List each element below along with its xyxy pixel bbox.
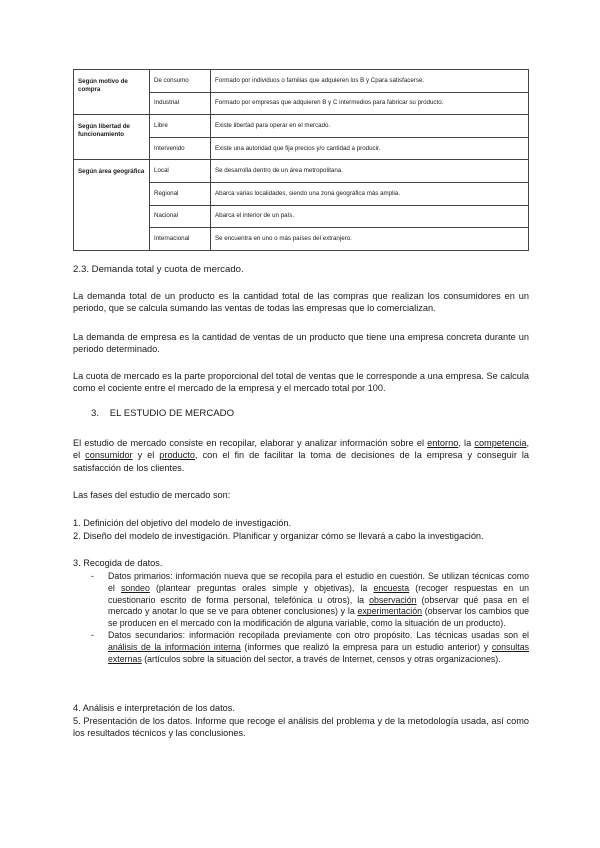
link-consumidor[interactable]: consumidor bbox=[85, 450, 133, 461]
bullet-dash: - bbox=[91, 571, 94, 581]
phase-item: 2. Diseño del modelo de investigación. Planificar y organizar cómo se llevará a cabo la investigación. bbox=[73, 531, 484, 541]
section-number: 3. bbox=[91, 408, 100, 419]
criterion-cell: Según motivo de compra bbox=[74, 70, 150, 115]
type-cell: Industrial bbox=[150, 92, 211, 115]
type-cell: Internacional bbox=[150, 228, 211, 251]
paragraph: Las fases del estudio de mercado son: bbox=[73, 490, 231, 500]
table-row bbox=[74, 70, 529, 93]
description-cell: Formado por individuos o familias que adquieren los B y Cpara satisfacerse. bbox=[211, 70, 529, 93]
text-run: , el bbox=[73, 438, 529, 461]
text-run: (observar los cambios que se producen en el mercado con la modificación de alguna variable, como la situación de un producto). bbox=[108, 606, 529, 629]
text-run: (observar qué pasa en el mercado y anotar lo que se ve para obtener conclusiones) y la bbox=[108, 594, 529, 617]
text-run: (informes que realizó la empresa para un estudio anterior) y bbox=[240, 641, 492, 652]
paragraph: La demanda de empresa es la cantidad de ventas de un producto que tiene una empresa concreta durante un periodo determinado. bbox=[73, 332, 529, 355]
paragraph: La demanda total de un producto es la cantidad total de las compras que realizan los consumidores en un periodo, que se calcula sumando las ventas de todas las empresas que lo comercializan. bbox=[73, 291, 529, 314]
description-cell: Existe una autoridad que fija precios y/o cantidad a producir. bbox=[211, 137, 529, 160]
description-cell: Abarca varias localidades, siendo una zona geográfica más amplia. bbox=[211, 182, 529, 205]
link-entorno[interactable]: entorno bbox=[427, 438, 459, 448]
description-cell: Se encuentra en uno o más países del extranjero. bbox=[211, 228, 529, 251]
text-run: (artículos sobre la situación del sector, a través de Internet, censos y otras organizaciones). bbox=[141, 653, 501, 664]
link-competencia[interactable]: competencia bbox=[474, 438, 527, 448]
text-run: El estudio de mercado consiste en recopilar, elaborar y analizar información sobre el bbox=[73, 438, 428, 448]
type-cell: Nacional bbox=[150, 205, 211, 228]
link-observacion[interactable]: observación bbox=[369, 594, 417, 605]
section-title: EL ESTUDIO DE MERCADO bbox=[109, 408, 235, 419]
text-run: Datos primarios: información nueva que se recopila para el estudio en cuestión. Se utilizan técnicas como el bbox=[108, 571, 529, 593]
type-cell: Libre bbox=[150, 115, 211, 138]
bullet-dash: - bbox=[91, 629, 94, 640]
text-run: Datos secundarios: información recopilada previamente con otro propósito. Las técnicas usadas son el bbox=[108, 629, 529, 640]
section-heading: 2.3. Demanda total y cuota de mercado. bbox=[73, 264, 244, 275]
link-consultas-externas[interactable]: consultas externas bbox=[108, 641, 529, 664]
description-cell: Abarca el interior de un país. bbox=[211, 205, 529, 228]
table-row bbox=[74, 160, 529, 183]
link-sondeo[interactable]: sondeo bbox=[120, 582, 150, 593]
text-run: , la bbox=[458, 438, 475, 448]
link-analisis-interna[interactable]: análisis de la información interna bbox=[108, 641, 241, 652]
link-producto[interactable]: producto bbox=[159, 450, 196, 461]
type-cell: Intervenido bbox=[150, 137, 211, 160]
phase-item: 5. Presentación de los datos. Informe que recoge el análisis del problema y de la metodología usada, así como los resultados técnicos y las conclusiones. bbox=[73, 716, 529, 739]
market-types-table bbox=[73, 69, 529, 251]
link-experimentacion[interactable]: experimentación bbox=[357, 606, 423, 617]
paragraph bbox=[73, 437, 529, 474]
bullet-list bbox=[91, 571, 529, 665]
link-encuesta[interactable]: encuesta bbox=[373, 582, 410, 593]
description-cell: Existe libertad para operar en el mercado. bbox=[211, 115, 529, 138]
text-run: y el bbox=[132, 450, 160, 461]
text-run: (recoger respuestas en un cuestionario escrito de forma personal, telefónica u otros), la bbox=[108, 582, 529, 605]
criterion-cell: Según libertad de funcionamiento bbox=[74, 115, 150, 160]
list-item bbox=[91, 630, 529, 665]
description-cell: Formado por empresas que adquieren B y C intermedios para fabricar su producto. bbox=[211, 92, 529, 115]
type-cell: Regional bbox=[150, 182, 211, 205]
list-item bbox=[91, 571, 529, 630]
paragraph: La cuota de mercado es la parte proporcional del total de ventas que le corresponde a una empresa. Se calcula como el cociente entre el mercado de la empresa y el mercado total por 100. bbox=[73, 371, 529, 394]
section-heading bbox=[91, 408, 234, 419]
description-cell: Se desarrolla dentro de un área metropolitana. bbox=[211, 160, 529, 183]
phase-item: 4. Análisis e interpretación de los datos. bbox=[73, 703, 235, 713]
criterion-cell: Según área geográfica bbox=[74, 160, 150, 250]
phase-item: 1. Definición del objetivo del modelo de investigación. bbox=[73, 518, 292, 528]
phase-item: 3. Recogida de datos. bbox=[73, 558, 163, 568]
table-row bbox=[74, 115, 529, 138]
text-run: (plantear preguntas orales simple y objetivas), la bbox=[149, 582, 374, 593]
type-cell: De consumo bbox=[150, 70, 211, 93]
type-cell: Local bbox=[150, 160, 211, 183]
text-run: , con el fin de facilitar la toma de decisiones de la empresa y conseguir la satisfacción de los clientes. bbox=[73, 450, 529, 473]
